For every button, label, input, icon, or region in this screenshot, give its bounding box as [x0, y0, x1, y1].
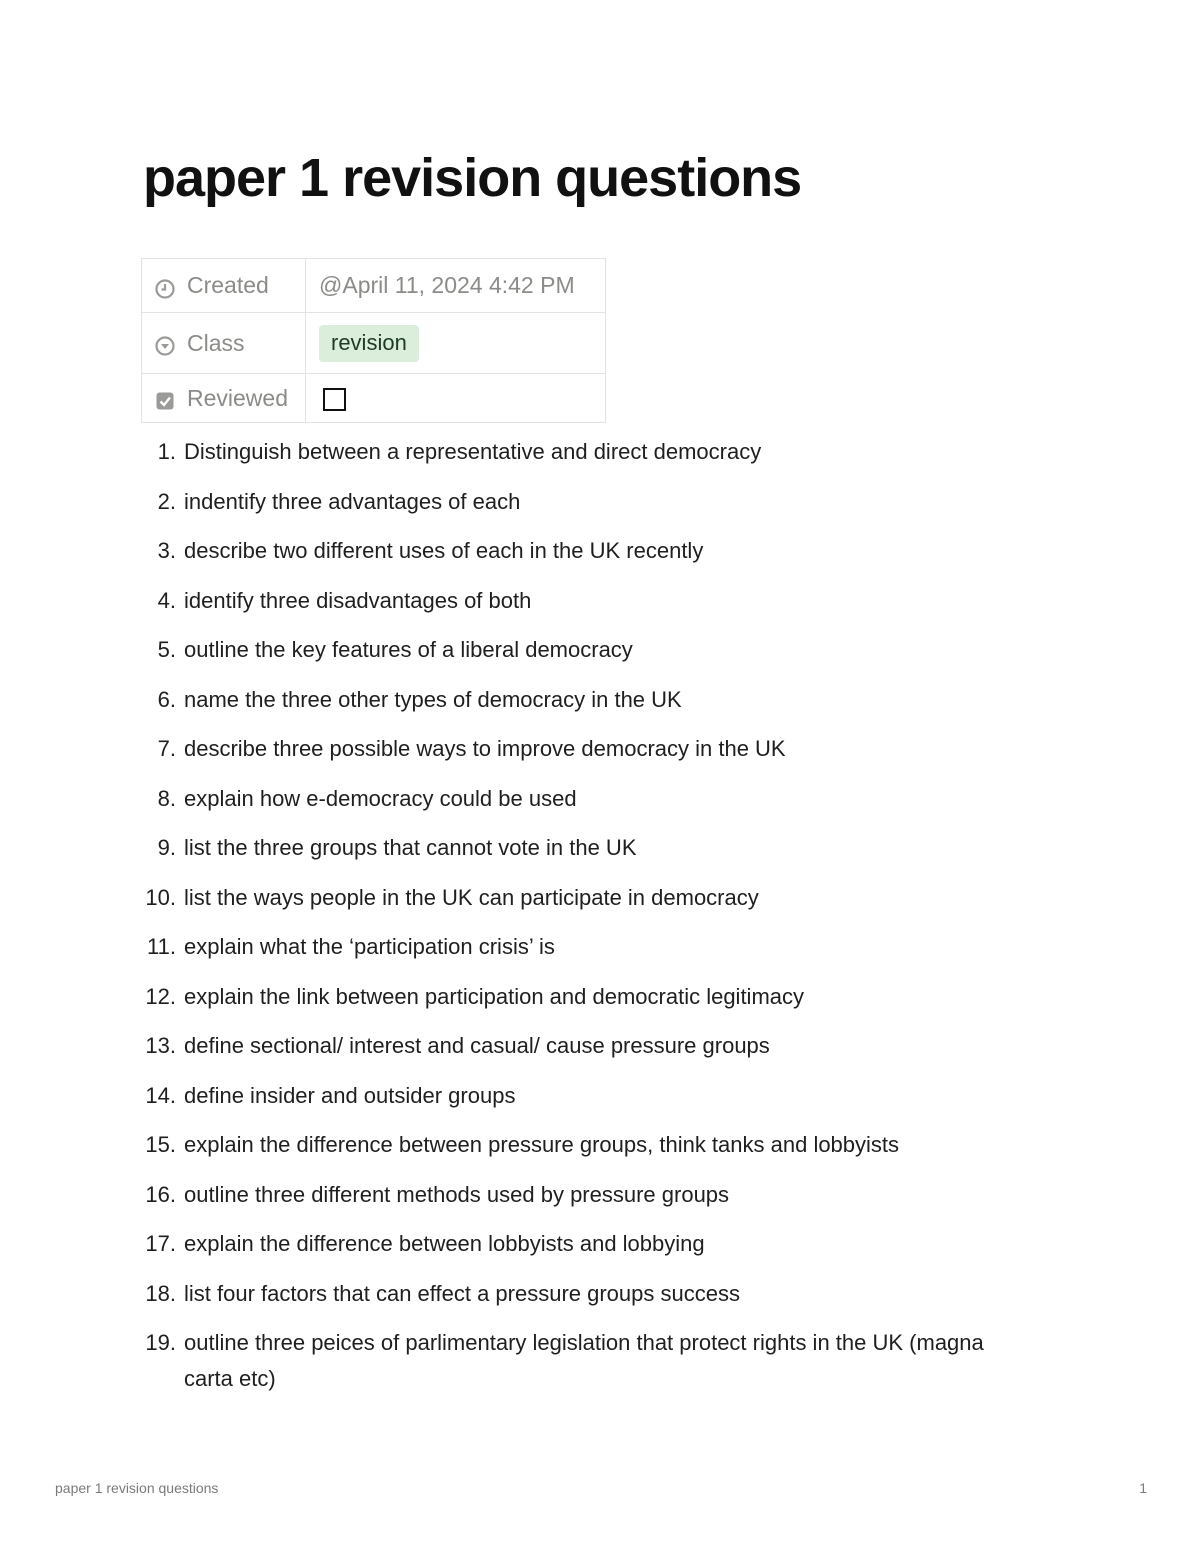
property-value-reviewed [306, 374, 606, 423]
list-item-number: 8. [157, 785, 176, 811]
list-item-number: 13. [145, 1033, 176, 1058]
property-key-reviewed [142, 374, 306, 423]
footer-title: paper 1 revision questions [55, 1480, 219, 1496]
class-tag[interactable]: revision [319, 325, 419, 362]
list-item-number: 2. [157, 488, 176, 514]
list-item-text: explain what the ‘participation crisis’ is [184, 934, 555, 959]
list-item-text: outline three different methods used by pressure groups [184, 1181, 730, 1207]
list-item-number: 10. [145, 884, 176, 910]
list-item-text: identify three disadvantages of both [184, 587, 532, 613]
list-item-text: list four factors that can effect a pressure groups success [184, 1280, 740, 1306]
property-row-reviewed [142, 374, 606, 423]
list-item-text: Distinguish between a representative and direct democracy [184, 439, 762, 464]
list-item-text: name the three other types of democracy in the UK [184, 686, 682, 712]
list-item-text: define sectional/ interest and casual/ cause pressure groups [184, 1033, 770, 1058]
list-item-number: 18. [145, 1280, 176, 1306]
property-label-class: Class [187, 329, 245, 356]
property-key-created [142, 259, 306, 313]
list-item-text: indentify three advantages of each [184, 488, 521, 514]
select-icon [155, 336, 175, 356]
list-item-text: outline the key features of a liberal democracy [184, 637, 633, 662]
list-item-number: 7. [157, 736, 176, 761]
property-row-created [142, 259, 606, 313]
property-value-class[interactable] [306, 313, 606, 374]
list-item-number: 14. [145, 1082, 176, 1108]
list-item-number: 6. [157, 686, 176, 712]
list-item-number: 4. [157, 587, 176, 613]
property-value-created[interactable]: @April 11, 2024 4:42 PM [306, 259, 606, 313]
page-title: paper 1 revision questions [143, 148, 802, 208]
checkbox-property-icon [155, 391, 175, 411]
list-item-number: 11. [147, 934, 176, 959]
reviewed-checkbox[interactable] [323, 388, 346, 411]
property-label-reviewed: Reviewed [187, 384, 288, 411]
list-item-text: describe three possible ways to improve democracy in the UK [184, 736, 786, 761]
list-item-text: explain how e-democracy could be used [184, 785, 577, 811]
list-item-number: 3. [157, 538, 176, 563]
footer-page-number: 1 [1139, 1480, 1147, 1496]
list-item-number: 15. [145, 1132, 176, 1157]
list-item-number: 1. [157, 439, 176, 464]
list-item-text: outline three peices of parlimentary legislation that protect rights in the UK (magna carta etc) [184, 1330, 984, 1391]
property-key-class [142, 313, 306, 374]
list-item-number: 16. [145, 1181, 176, 1207]
list-item-text: explain the difference between lobbyists and lobbying [184, 1231, 705, 1256]
list-item-number: 12. [145, 983, 176, 1009]
list-item-text: list the ways people in the UK can participate in democracy [184, 884, 759, 910]
list-item-text: describe two different uses of each in the UK recently [184, 538, 704, 563]
properties-table [141, 258, 606, 423]
list-item-text: explain the link between participation and democratic legitimacy [184, 983, 805, 1009]
list-item-text: list the three groups that cannot vote in the UK [184, 835, 637, 860]
list-item-number: 19. [145, 1330, 176, 1355]
list-item-number: 9. [157, 835, 176, 860]
list-item-text: define insider and outsider groups [184, 1082, 516, 1108]
list-item-number: 17. [145, 1231, 176, 1256]
property-label-created: Created [187, 272, 269, 298]
list-item-text: explain the difference between pressure groups, think tanks and lobbyists [184, 1132, 900, 1157]
property-row-class [142, 313, 606, 374]
clock-icon [155, 279, 175, 299]
list-item-number: 5. [157, 637, 176, 662]
